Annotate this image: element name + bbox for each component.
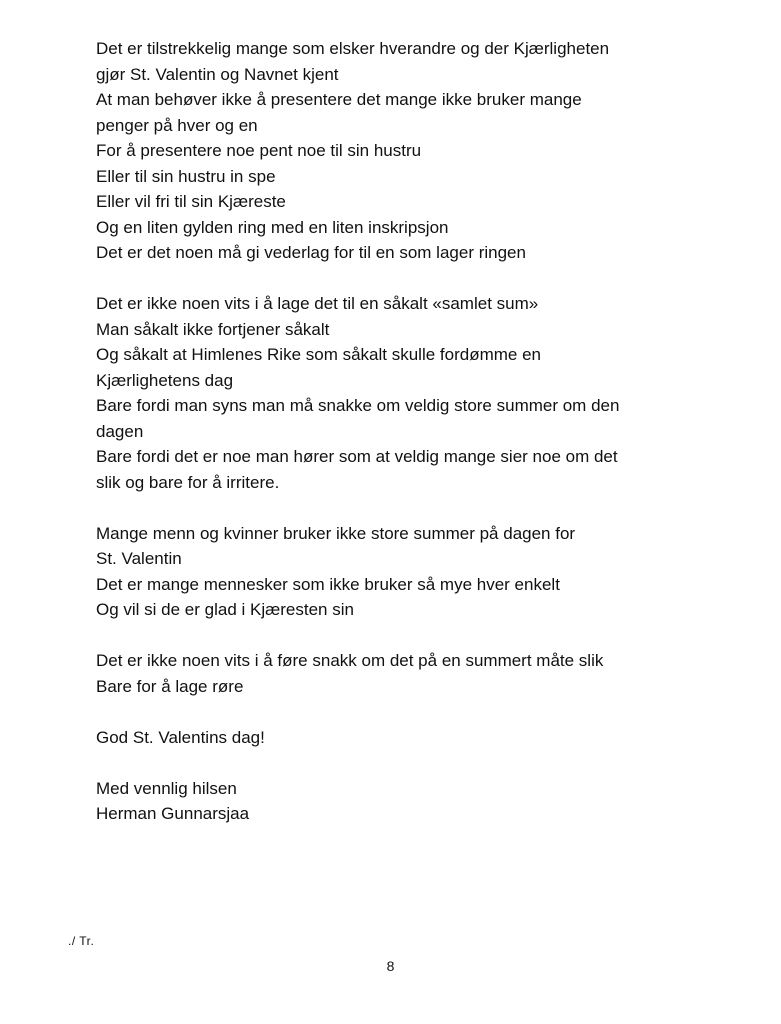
text-line: Det er tilstrekkelig mange som elsker hverandre og der Kjærligheten: [96, 39, 610, 58]
paragraph-3: [96, 521, 716, 623]
text-line: For å presentere noe pent noe til sin hustru: [96, 141, 422, 160]
text-line: Bare for å lage røre: [96, 676, 244, 696]
signature-name: Herman Gunnarsjaa: [96, 804, 250, 823]
paragraph-2: [96, 291, 716, 495]
text-line: penger på hver og en: [96, 115, 258, 135]
footer-mark: ./ Tr.: [68, 934, 95, 948]
closing-greeting: Med vennlig hilsen: [96, 778, 237, 798]
paragraph-5: [96, 725, 716, 751]
closing: [96, 776, 716, 827]
paragraph-4: [96, 648, 716, 699]
letter-body: [96, 36, 716, 827]
text-line: Bare fordi man syns man må snakke om veldig store summer om den: [96, 396, 620, 415]
text-line: Man såkalt ikke fortjener såkalt: [96, 319, 330, 339]
text-line: Og vil si de er glad i Kjæresten sin: [96, 600, 354, 619]
page-number: 8: [386, 958, 395, 974]
text-line: dagen: [96, 421, 144, 441]
text-line: gjør St. Valentin og Navnet kjent: [96, 64, 339, 84]
text-line: Og en liten gylden ring med en liten inskripsjon: [96, 217, 449, 237]
text-line: Eller til sin hustru in spe: [96, 166, 276, 186]
text-line: Eller vil fri til sin Kjæreste: [96, 192, 286, 211]
text-line: Kjærlighetens dag: [96, 370, 234, 390]
text-line: Mange menn og kvinner bruker ikke store summer på dagen for: [96, 523, 576, 543]
text-line: Og såkalt at Himlenes Rike som såkalt skulle fordømme en: [96, 345, 541, 364]
text-line: Det er det noen må gi vederlag for til en som lager ringen: [96, 243, 526, 262]
text-line: Bare fordi det er noe man hører som at veldig mange sier noe om det: [96, 447, 618, 466]
text-line: St. Valentin: [96, 549, 182, 568]
text-line: Det er ikke noen vits i å lage det til en såkalt «samlet sum»: [96, 294, 539, 313]
text-line: At man behøver ikke å presentere det mange ikke bruker mange: [96, 90, 582, 109]
text-line: Det er mange mennesker som ikke bruker så mye hver enkelt: [96, 574, 560, 594]
valentines-greeting: God St. Valentins dag!: [96, 727, 265, 747]
paragraph-1: [96, 36, 716, 266]
text-line: Det er ikke noen vits i å føre snakk om det på en summert måte slik: [96, 651, 604, 670]
text-line: slik og bare for å irritere.: [96, 472, 280, 492]
